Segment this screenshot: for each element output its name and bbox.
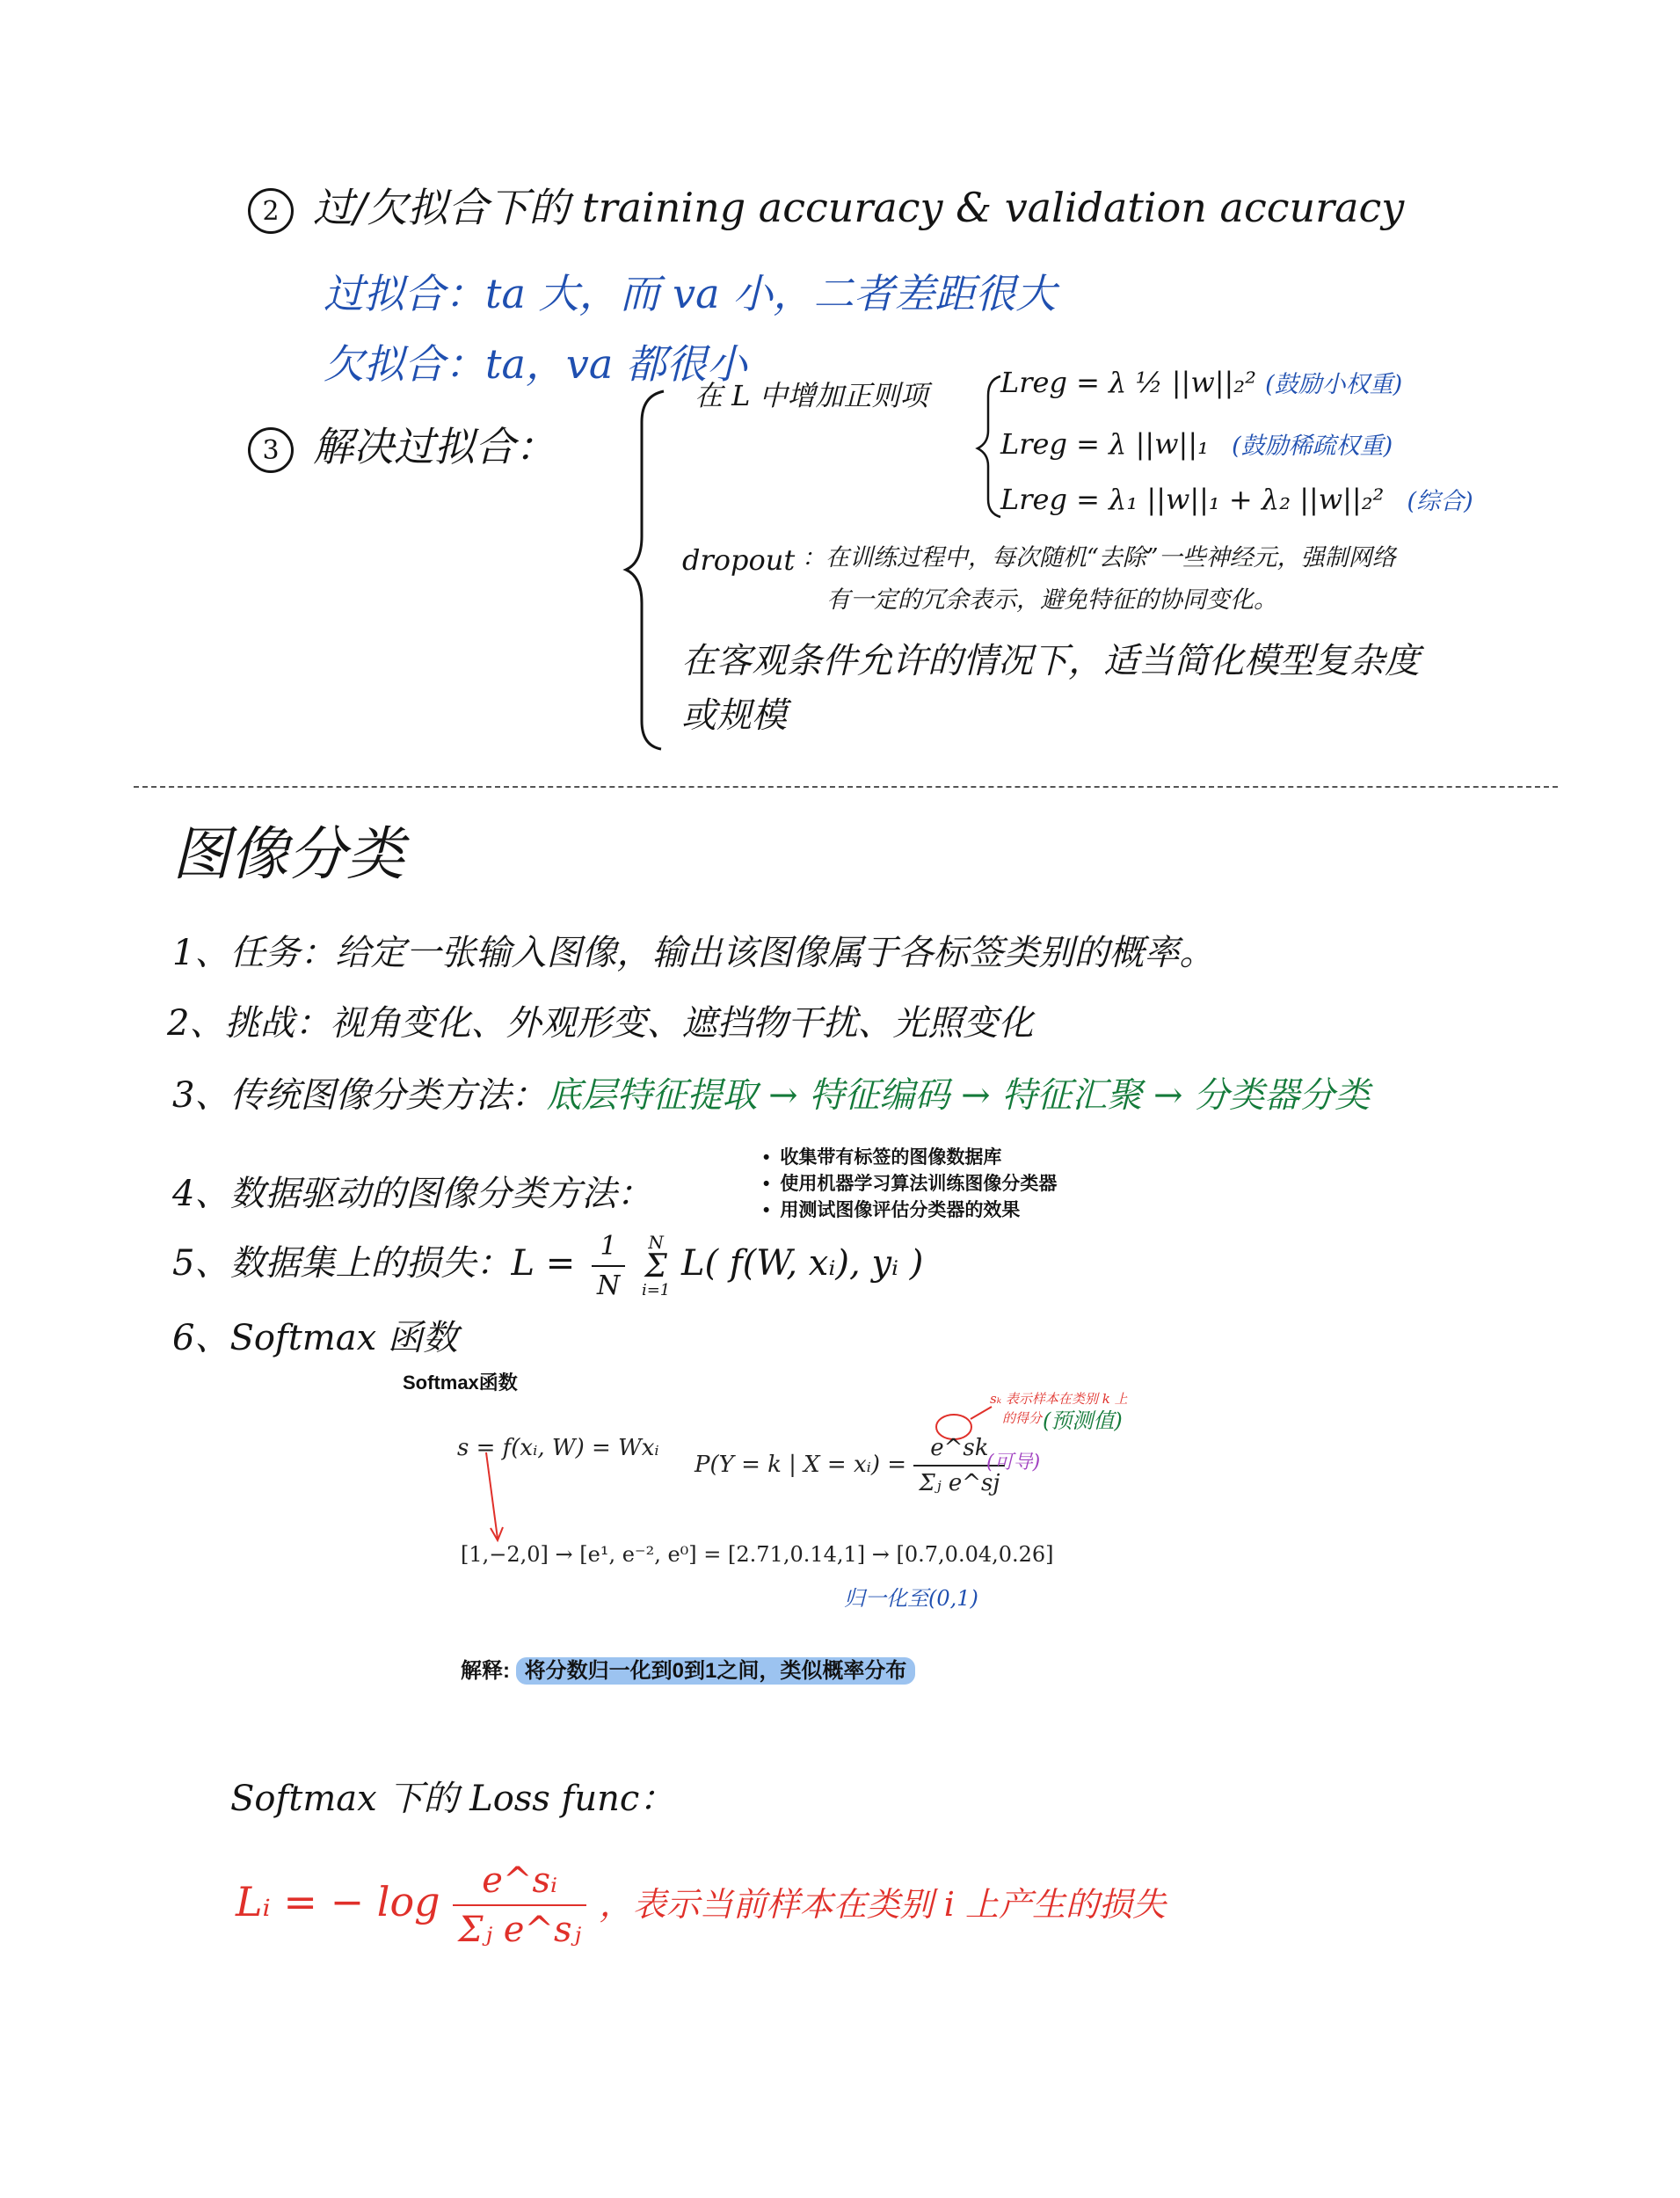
reg-l2-formula: Lreg = λ ½ ||w||₂² [1000, 366, 1256, 399]
annot-derive: (可导) [986, 1452, 1041, 1474]
bullet-item: • 使用机器学习算法训练图像分类器 [763, 1171, 1057, 1197]
softmax-example: [1,−2,0] → [e¹, e⁻², e⁰] = [2.71,0.14,1] → [0.7,0.04,0.26] [461, 1542, 1054, 1567]
loss-denominator: Σⱼ e^sⱼ [458, 1910, 582, 1950]
ic-item5-sum [642, 1234, 670, 1299]
annot-sk-line2: 的得分 [1002, 1410, 1043, 1426]
ic-item5-fraction [592, 1231, 625, 1301]
softmax-explanation [461, 1653, 915, 1684]
annot-sk-line1: sₖ 表示样本在类别 k 上 [990, 1391, 1128, 1407]
dropout-line1: ：在训练过程中，每次随机“去除”一些神经元，强制网络 [802, 544, 1396, 571]
dropout-label: dropout [682, 543, 796, 577]
item2-title: 过/欠拟合下的 training accuracy & validation accuracy [313, 184, 1405, 231]
simplify-line2: 或规模 [681, 695, 787, 736]
section-divider [134, 786, 1558, 788]
reg-l2-note: (鼓励小权重) [1265, 371, 1403, 398]
ic-item3-prefix: 3、传统图像分类方法： [172, 1075, 547, 1116]
bullet-item: • 收集带有标签的图像数据库 [763, 1145, 1057, 1171]
annot-normalize: 归一化至(0,1) [844, 1586, 978, 1611]
bullet-item: • 用测试图像评估分类器的效果 [763, 1197, 1057, 1224]
loss-lhs: Lᵢ = − log [236, 1878, 440, 1925]
ic-item6: 6、Softmax 函数 [172, 1318, 458, 1358]
reg-l1-note: (鼓励稀疏权重) [1232, 433, 1393, 460]
loss-fraction [453, 1860, 586, 1950]
score-equation: s = f(xᵢ, W) = Wxᵢ [457, 1435, 659, 1461]
ic-item4: 4、数据驱动的图像分类方法： [172, 1174, 652, 1214]
annot-pred: (预测值) [1043, 1408, 1123, 1433]
ic-item5-sum-top: N [648, 1232, 664, 1253]
ic-item1: 1、任务：给定一张输入图像，输出该图像属于各标签类别的概率。 [172, 933, 1215, 973]
overfit-line: 过拟合：ta 大，而 va 小，二者差距很大 [324, 270, 1057, 317]
reg-mix-formula: Lreg = λ₁ ||w||₁ + λ₂ ||w||₂² [1000, 483, 1385, 516]
ic-item5-frac-den: N [596, 1270, 621, 1301]
reg-mix-note: (综合) [1407, 488, 1473, 515]
reg-l1-formula: Lreg = λ ||w||₁ [1000, 427, 1209, 461]
reg-intro: 在 L 中增加正则项 [695, 379, 928, 412]
explain-highlight: 将分数归一化到0到1之间，类似概率分布 [516, 1657, 916, 1685]
softmax-loss-heading: Softmax 下的 Loss func： [230, 1779, 675, 1819]
ic-item3-pipeline: 底层特征提取 → 特征编码 → 特征汇聚 → 分类器分类 [546, 1075, 1371, 1116]
ic-item4-bullets [763, 1145, 1057, 1224]
ic-item2: 2、挑战：视角变化、外观形变、遮挡物干扰、光照变化 [167, 1003, 1034, 1044]
item2-number: 2 [248, 188, 294, 234]
prob-denominator: Σⱼ e^sj [919, 1470, 1000, 1496]
simplify-line1: 在客观条件允许的情况下，适当简化模型复杂度 [681, 641, 1420, 681]
loss-description: ，表示当前样本在类别 i 上产生的损失 [599, 1885, 1167, 1924]
ic-item5 [172, 1231, 923, 1301]
sk-arrow [971, 1407, 992, 1419]
section-title: 图像分类 [172, 820, 404, 888]
dropout-line2: 有一定的冗余表示，避免特征的协同变化。 [826, 586, 1277, 614]
explain-label: 解释: [461, 1659, 510, 1683]
prob-numerator: e^sk [913, 1435, 1005, 1467]
item3-number: 3 [248, 427, 294, 473]
underfit-line: 欠拟合：ta，va 都很小 [324, 340, 747, 388]
prob-lhs: P(Y = k | X = xᵢ) = [695, 1452, 907, 1478]
small-brace [978, 376, 1000, 517]
ic-item5-formula: L( f(W, xᵢ), yᵢ ) [680, 1243, 924, 1284]
big-brace [626, 391, 664, 749]
ic-item5-prefix: 5、数据集上的损失：L = [172, 1243, 576, 1284]
softmax-loss-formula [236, 1860, 1166, 1950]
prob-equation [695, 1435, 1005, 1496]
ic-item3 [172, 1067, 1370, 1117]
ic-item5-sum-bottom: i=1 [641, 1281, 671, 1299]
item3-title: 解决过拟合： [313, 423, 556, 470]
ic-item5-frac-num: 1 [592, 1231, 625, 1267]
loss-numerator: e^sᵢ [453, 1860, 586, 1906]
ic-item5-sum-symbol: Σ [644, 1248, 667, 1285]
annotation-arrow [486, 1452, 498, 1539]
softmax-title: Softmax函数 [403, 1372, 518, 1394]
